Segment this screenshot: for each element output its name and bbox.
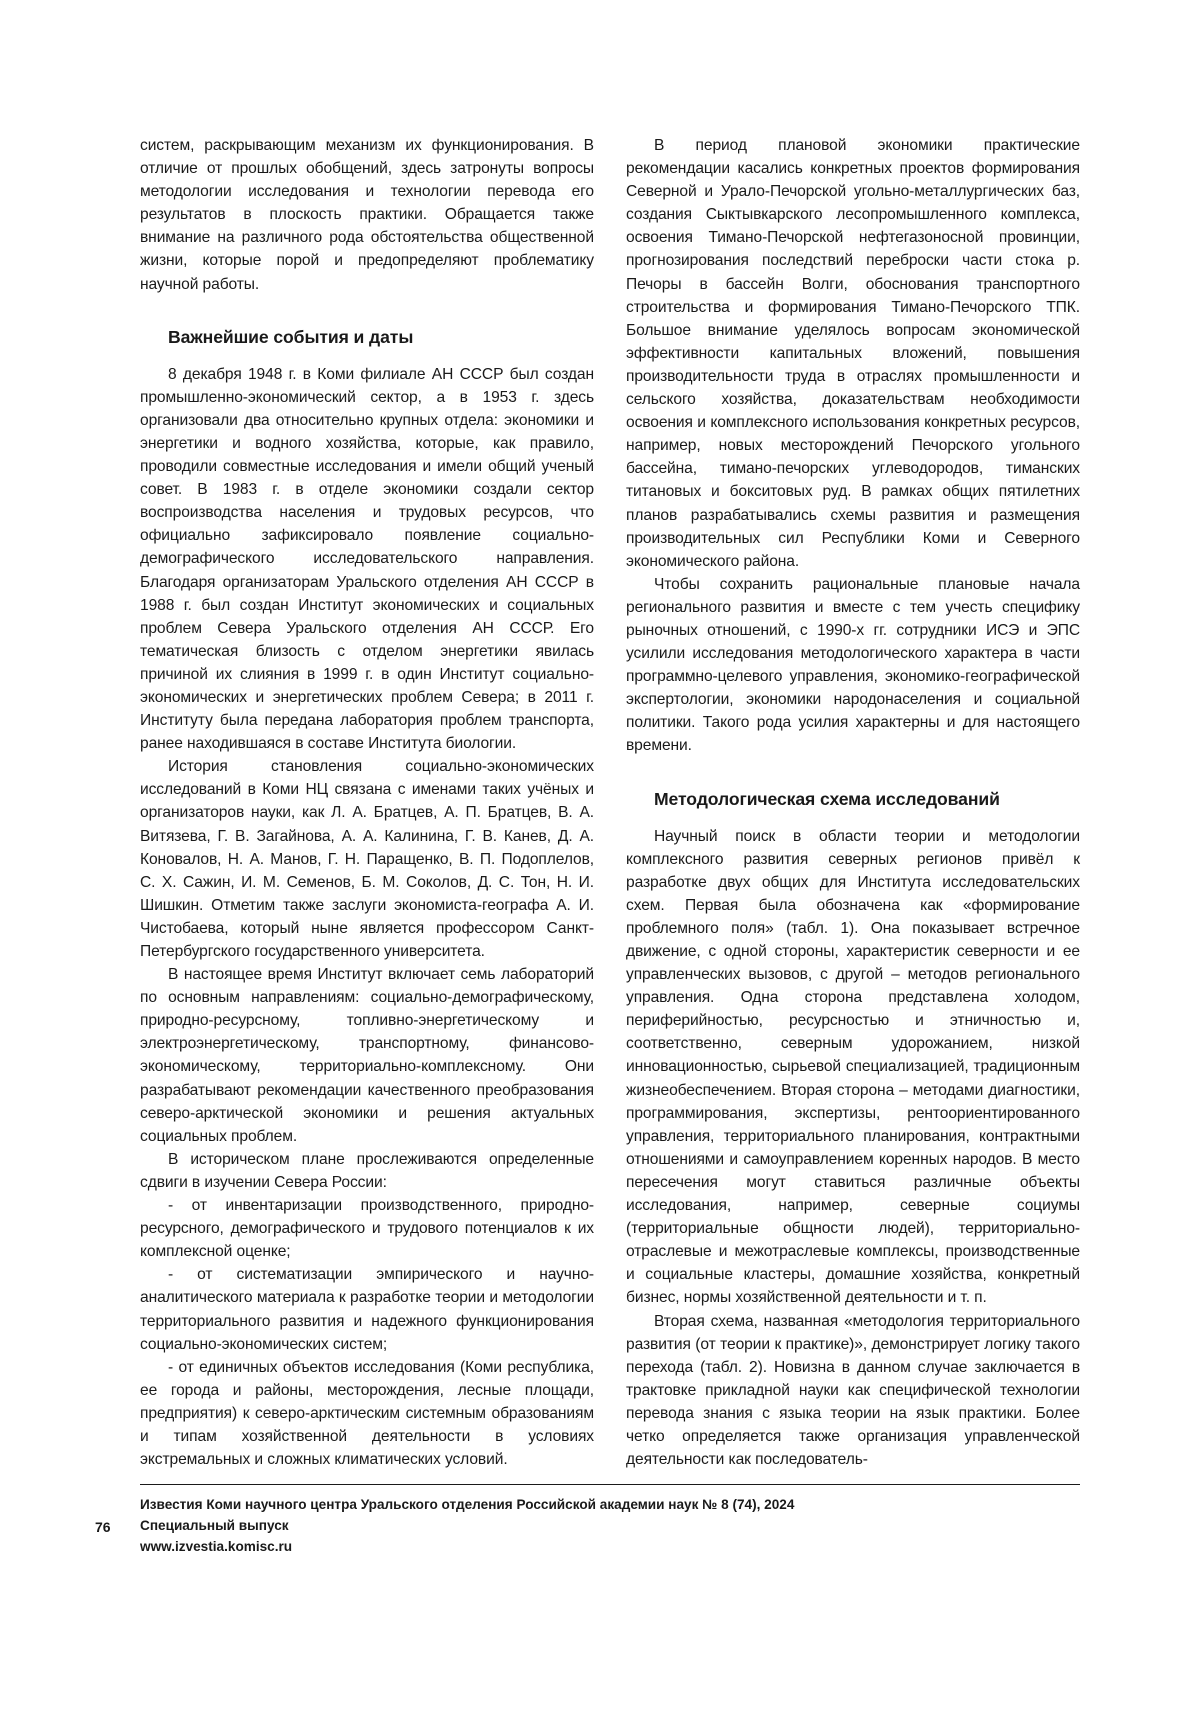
paragraph: В настоящее время Институт включает семь лабораторий по основным направлениям: социально-демографическому, природно-ресурсному, топливно-энергетическому и электроэнергетическому, транспортному, финансово-экономическому, территориально-комплексному. Они разрабатывают рекомендации качественного преобразования северо-арктической экономики и решения актуальных социальных проблем. — [140, 966, 594, 1145]
section-heading: Методологическая схема исследований — [654, 788, 1000, 809]
paragraph: В историческом плане прослеживаются определенные сдвиги в изучении Севера России: — [140, 1150, 594, 1191]
page-number: 76 — [95, 1519, 111, 1535]
footer — [140, 1494, 794, 1557]
section-heading: Важнейшие события и даты — [168, 326, 414, 347]
footer-divider — [140, 1484, 1080, 1485]
list-item: - от систематизации эмпирического и научно-аналитического материала к разработке теории и методологии территориального развития и надежного функционирования социально-экономических систем; — [140, 1266, 594, 1353]
paragraph: В период плановой экономики практические рекомендации касались конкретных проектов формирования Северной и Урало-Печорской угольно-металлургических баз, создания Сыктывкарского лесопромышленного комплекса, освоения Тимано-Печорской нефтегазоносной провинции, прогнозирования последствий переброски части стока р. Печоры в бассейн Волги, обоснования транспортного строительства и формирования Тимано-Печорского ТПК. Большое внимание уделялось вопросам экономической эффективности капитальных вложений, повышения производительности труда в отраслях промышленности и сельского хозяйства, доказательствам необходимости освоения и комплексного использования конкретных ресурсов, например, новых месторождений Печорского угольного бассейна, тимано-печорских углеводородов, тиманских титановых и бокситовых руд. В рамках общих пятилетних планов разрабатывались схемы развития и размещения производительных сил Республики Коми и Северного экономического района. — [626, 137, 1080, 570]
right-column — [626, 134, 1080, 1474]
list-item: - от единичных объектов исследования (Коми республика, ее города и районы, месторождения, лесные площади, предприятия) к северо-арктическим системным образованиям и типам хозяйственной деятельности в условиях экстремальных и сложных климатических условий. — [140, 1358, 594, 1469]
list-item: - от инвентаризации производственного, природно-ресурсного, демографического и трудового потенциалов к их комплексной оценке; — [140, 1197, 594, 1261]
journal-title: Известия Коми научного центра Уральского отделения Российской академии наук № 8 (74), 2024 — [140, 1497, 795, 1512]
issue-label: Специальный выпуск — [140, 1518, 289, 1533]
website-link[interactable]: www.izvestia.komisc.ru — [140, 1539, 293, 1554]
paragraph: История становления социально-экономических исследований в Коми НЦ связана с именами таких учёных и организаторов науки, как Л. А. Братцев, А. П. Братцев, В. А. Витязева, Г. В. Загайнова, А. А. Калинина, Г. В. Канев, Д. А. Коновалов, Н. А. Манов, Г. Н. Паращенко, В. П. Подоплелов, С. Х. Сажин, И. М. Семенов, Б. М. Соколов, Д. С. Тон, Н. И. Шишкин. Отметим также заслуги экономиста-географа А. И. Чистобаева, который ныне является профессором Санкт-Петербургского государственного университета. — [140, 758, 594, 960]
paragraph: Чтобы сохранить рациональные плановые начала регионального развития и вместе с тем учесть специфику рыночных отношений, с 1990-х гг. сотрудники ИСЭ и ЭПС усилили исследования методологического характера в части программно-целевого управления, экономико-географической экспертологии, экономики народонаселения и социальной политики. Такого рода усилия характерны и для настоящего времени. — [626, 575, 1080, 755]
page-body — [140, 134, 1080, 1474]
paragraph: Вторая схема, названная «методология территориального развития (от теории к практике)», демонстрирует логику такого перехода (табл. 2). Новизна в данном случае заключается в трактовке прикладной науки как специфической технологии перевода знания с языка теории на язык практики. Более четко определяется также организация управленческой деятельности как последователь- — [626, 1312, 1080, 1469]
paragraph: 8 декабря 1948 г. в Коми филиале АН СССР был создан промышленно-экономический сектор, а в 1953 г. здесь организовали два относительно крупных отдела: экономики и энергетики и водного хозяйства, которые, как правило, проводили совместные исследования и имели общий ученый совет. В 1983 г. в отделе экономики создали сектор воспроизводства населения и трудовых ресурсов, что официально зафиксировало появление социально-демографического исследовательского направления. Благодаря организаторам Уральского отделения АН СССР в 1988 г. был создан Институт экономических и социальных проблем Севера Уральского отделения АН СССР. Его тематическая близость с отделом энергетики явилась причиной их слияния в 1999 г. в один Институт социально-экономических и энергетических проблем Севера; в 2011 г. Институту была передана лаборатория проблем транспорта, ранее находившаяся в составе Института биологии. — [140, 365, 594, 753]
paragraph: систем, раскрывающим механизм их функционирования. В отличие от прошлых обобщений, здесь затронуты вопросы методологии исследования и технологии перевода его результатов в плоскость практики. Обращается также внимание на различного рода обстоятельства общественной жизни, которые порой и предопределяют проблематику научной работы. — [140, 137, 594, 293]
left-column — [140, 134, 594, 1474]
paragraph: Научный поиск в области теории и методологии комплексного развития северных регионов привёл к разработке двух общих для Института исследовательских схем. Первая была обозначена как «формирование проблемного поля» (табл. 1). Она показывает встречное движение, с одной стороны, характеристик северности и ее управленческих вызовов, с другой – методов регионального управления. Одна сторона представлена холодом, периферийностью, ресурсностью и этничностью и, соответственно, северным удорожанием, низкой инновационностью, сырьевой специализацией, традиционным жизнеобеспечением. Вторая сторона – методами диагностики, программирования, экспертизы, рентоориентированного управления, территориального планирования, контрактными отношениями и самоуправлением коренных народов. В место пересечения могут ставиться различные объекты исследования, например, северные социумы (территориальные общности людей), территориально-отраслевые и межотраслевые комплексы, производственные и социальные кластеры, домашние хозяйства, конкретный бизнес, нормы хозяйственной деятельности и т. п. — [626, 827, 1080, 1307]
